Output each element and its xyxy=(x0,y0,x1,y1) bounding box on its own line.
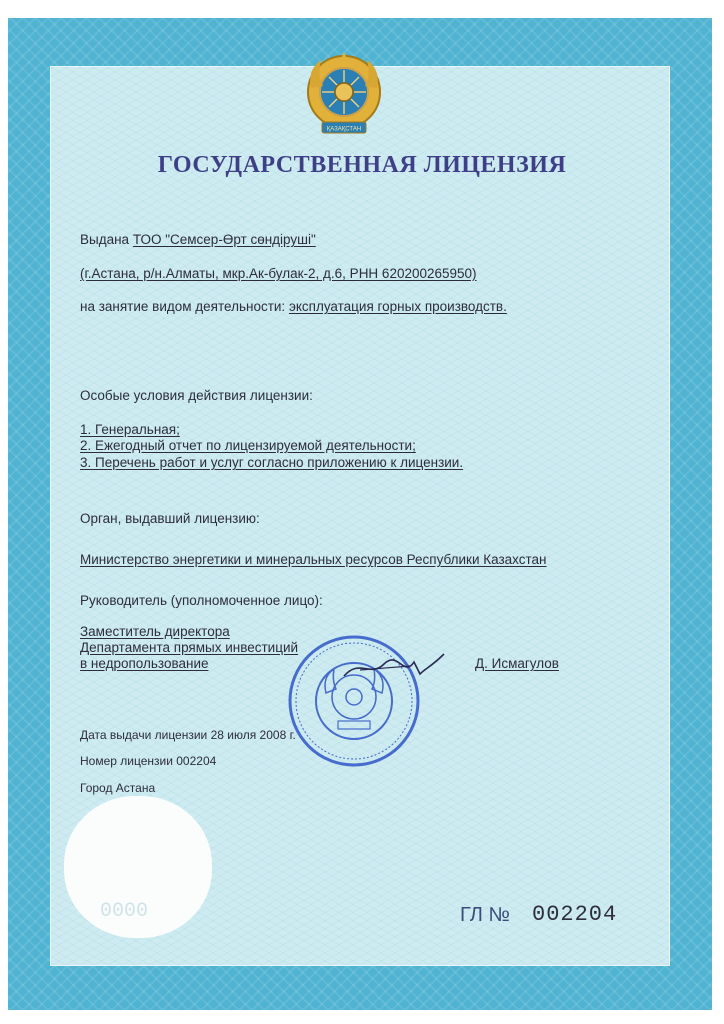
faint-number: 0000 xyxy=(100,900,149,923)
conditions-label: Особые условия действия лицензии: xyxy=(80,388,313,403)
company-address: (г.Астана, р/н.Алматы, мкр.Ак-булак-2, д.6, РНН 620200265950) xyxy=(80,266,477,281)
condition-item: 1. Генеральная; xyxy=(80,422,180,437)
license-number: Номер лицензии 002204 xyxy=(80,754,217,768)
company-name: ТОО "Семсер-Өрт сөндіруші" xyxy=(132,232,316,247)
signature-icon xyxy=(340,648,450,688)
head-position-line: Заместитель директора xyxy=(80,624,230,639)
head-name: Д. Исмагулов xyxy=(475,656,559,671)
activity-value: эксплуатация горных производств. xyxy=(288,299,507,314)
city: Город Астана xyxy=(80,781,156,795)
issuer-label: Орган, выдавший лицензию: xyxy=(80,511,260,526)
condition-item: 3. Перечень работ и услуг согласно приложению к лицензии. xyxy=(80,455,464,470)
page-title: ГОСУДАРСТВЕННАЯ ЛИЦЕНЗИЯ xyxy=(157,152,567,178)
issued-to-label: Выдана xyxy=(80,232,130,247)
head-position-line: в недропользование xyxy=(80,656,209,671)
serial-number: 002204 xyxy=(532,902,618,927)
emblem-text: ҚАЗАҚСТАН xyxy=(326,126,362,133)
head-position-line: Департамента прямых инвестиций xyxy=(80,640,299,655)
condition-item: 2. Ежегодный отчет по лицензируемой деятельности; xyxy=(80,438,416,453)
issued-to-line xyxy=(80,232,316,247)
state-emblem-icon xyxy=(303,50,385,140)
activity-line xyxy=(80,299,507,314)
head-label: Руководитель (уполномоченное лицо): xyxy=(80,593,323,608)
serial-label: ГЛ № xyxy=(460,904,510,926)
issuer-value: Министерство энергетики и минеральных ресурсов Республики Казахстан xyxy=(80,552,547,567)
issue-date: Дата выдачи лицензии 28 июля 2008 г. xyxy=(80,728,296,742)
activity-label: на занятие видом деятельности: xyxy=(80,299,286,314)
